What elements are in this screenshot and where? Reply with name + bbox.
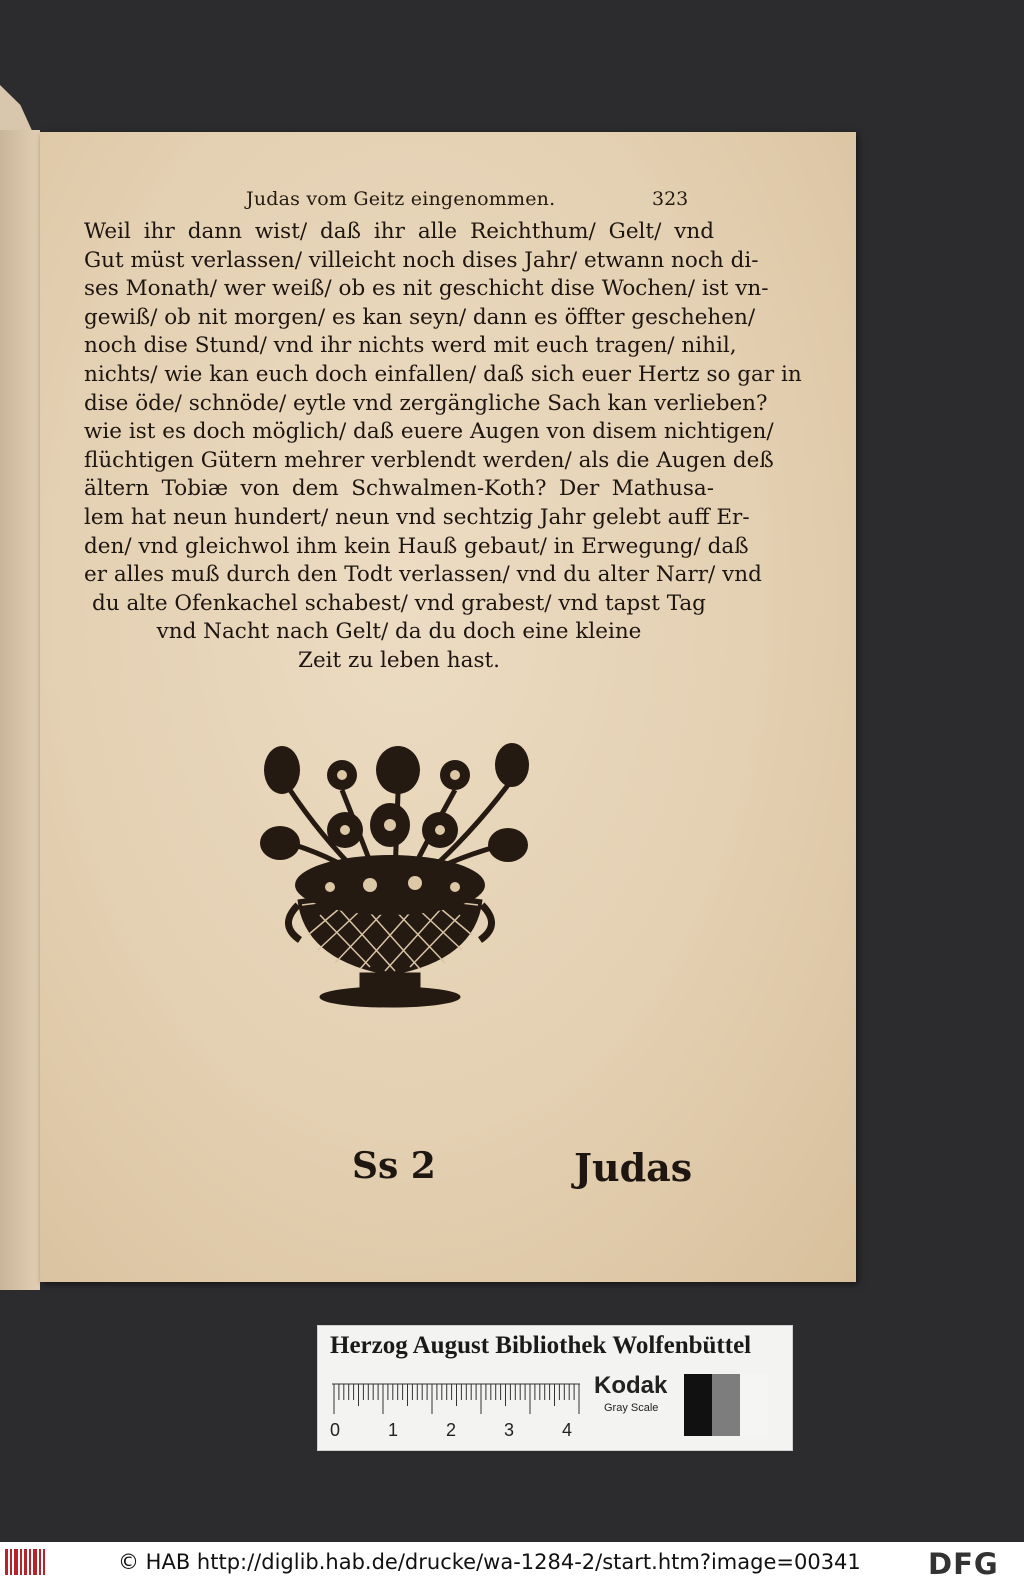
running-head: Judas vom Geitz eingenommen. bbox=[246, 188, 556, 210]
library-name: Herzog August Bibliothek Wolfenbüttel bbox=[330, 1332, 752, 1359]
previous-leaf-edge bbox=[0, 130, 40, 1290]
text-line: gewiß/ ob nit morgen/ es kan seyn/ dann es öffter geschehen/ bbox=[84, 304, 756, 330]
gray-swatches bbox=[684, 1374, 768, 1436]
text-line: du alte Ofenkachel schabest/ vnd grabest/ vnd tapst Tag bbox=[92, 590, 706, 616]
ruler-number: 4 bbox=[562, 1420, 573, 1440]
text-line: ältern Tobiæ von dem Schwalmen-Koth? Der Mathusa- bbox=[84, 476, 714, 502]
text-line: dise öde/ schnöde/ eytle vnd zergängliche Sach kan verlieben? bbox=[84, 390, 768, 416]
text-line: den/ vnd gleichwol ihm kein Hauß gebaut/ in Erwegung/ daß bbox=[84, 533, 749, 559]
text-line: noch dise Stund/ vnd ihr nichts werd mit euch tragen/ nihil, bbox=[84, 333, 737, 359]
text-line: Zeit zu leben hast. bbox=[298, 647, 500, 673]
gray-scale-label: Gray Scale bbox=[604, 1402, 659, 1414]
page-number: 323 bbox=[652, 188, 689, 210]
ruler-number: 2 bbox=[446, 1420, 457, 1440]
text-line: wie ist es doch möglich/ daß euere Augen von disem nichtigen/ bbox=[84, 419, 774, 445]
text-line: lem hat neun hundert/ neun vnd sechtzig Jahr gelebt auff Er- bbox=[84, 504, 750, 530]
ruler-number: 1 bbox=[388, 1420, 399, 1440]
ruler-number: 3 bbox=[504, 1420, 515, 1440]
text-line: Gut müst verlassen/ villeicht noch dises Jahr/ etwann noch di- bbox=[84, 247, 759, 273]
ruler-number: 0 bbox=[330, 1420, 341, 1440]
text-line: vnd Nacht nach Gelt/ da du doch eine kleine bbox=[156, 619, 642, 645]
text-line: flüchtigen Gütern mehrer verblendt werden/ als die Augen deß bbox=[84, 447, 774, 473]
swatch-white bbox=[740, 1374, 768, 1436]
swatch-black bbox=[684, 1374, 712, 1436]
footer-copyright-url: © HAB http://diglib.hab.de/drucke/wa-1284-2/start.htm?image=00341 bbox=[118, 1550, 861, 1574]
ruler-scale bbox=[330, 1374, 592, 1444]
barcode-icon bbox=[4, 1547, 46, 1577]
kodak-brand: Kodak bbox=[594, 1372, 668, 1399]
catchword: Judas bbox=[574, 1145, 693, 1190]
flower-basket-woodcut bbox=[250, 735, 540, 1015]
text-line: ses Monath/ wer weiß/ ob es nit geschicht dise Wochen/ ist vn- bbox=[84, 276, 769, 302]
text-line: nichts/ wie kan euch doch einfallen/ daß sich euer Hertz so gar in bbox=[84, 361, 802, 387]
body-text bbox=[84, 218, 802, 676]
color-calibration-card bbox=[317, 1325, 793, 1451]
swatch-gray bbox=[712, 1374, 740, 1436]
dfg-logo: DFG bbox=[928, 1547, 999, 1581]
text-line: Weil ihr dann wist/ daß ihr alle Reichthum/ Gelt/ vnd bbox=[84, 219, 714, 244]
text-line: er alles muß durch den Todt verlassen/ vnd du alter Narr/ vnd bbox=[84, 562, 762, 588]
signature-mark: Ss 2 bbox=[352, 1145, 436, 1187]
